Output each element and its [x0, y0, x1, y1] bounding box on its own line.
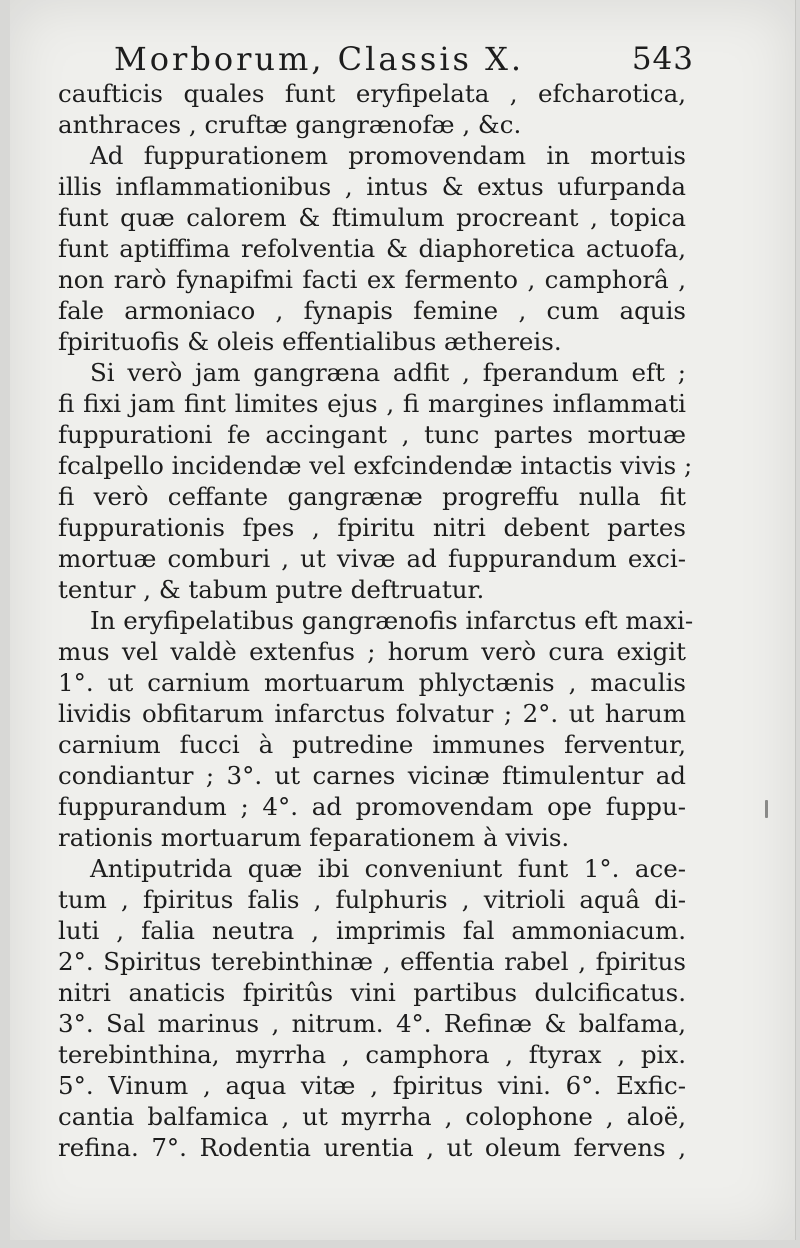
running-title: Morborum, Classis X. [114, 40, 525, 78]
page-header [114, 35, 694, 83]
body-text [58, 78, 694, 1163]
text-line: lividis obfitarum infarctus folvatur ; 2°. ut harum [58, 699, 686, 728]
text-line: fi verò ceffante gangrænæ progreffu nulla fit [58, 482, 686, 511]
text-line: condiantur ; 3°. ut carnes vicinæ ftimulentur ad [58, 761, 686, 790]
text-line: mortuæ comburi , ut vivæ ad fuppurandum exci- [58, 544, 686, 573]
text-line: cantia balfamica , ut myrrha , colophone , aloë, [58, 1102, 686, 1131]
text-line: 3°. Sal marinus , nitrum. 4°. Refinæ & balfama, [58, 1009, 686, 1038]
text-line: luti , falia neutra , imprimis fal ammoniacum. [58, 916, 686, 945]
text-line: nitri anaticis fpiritûs vini partibus dulcificatus. [58, 978, 686, 1007]
text-line: 5°. Vinum , aqua vitæ , fpiritus vini. 6°. Exfic- [58, 1071, 686, 1100]
paragraph-start-line: Antiputrida quæ ibi conveniunt funt 1°. ace- [90, 854, 686, 883]
text-line: fcalpello incidendæ vel exfcindendæ intactis vivis ; [58, 451, 693, 480]
text-line: rationis mortuarum feparationem à vivis. [58, 823, 570, 852]
text-line: fuppurandum ; 4°. ad promovendam ope fuppu- [58, 792, 686, 821]
paragraph-start-line: Ad fuppurationem promovendam in mortuis [90, 141, 686, 170]
text-line: funt quæ calorem & ftimulum procreant , topica [58, 203, 686, 232]
text-line: tentur , & tabum putre deftruatur. [58, 575, 485, 604]
text-line: fuppurationi fe accingant , tunc partes mortuæ [58, 420, 686, 449]
text-line: anthraces , cruftæ gangrænofæ , &c. [58, 110, 522, 139]
paragraph-start-line: In eryfipelatibus gangrænofis infarctus eft maxi- [90, 606, 694, 635]
text-line: fuppurationis fpes , fpiritu nitri debent partes [58, 513, 686, 542]
book-page [10, 0, 796, 1240]
text-line: 1°. ut carnium mortuarum phlyctænis , maculis [58, 668, 686, 697]
text-line: tum , fpiritus falis , fulphuris , vitrioli aquâ di- [58, 885, 686, 914]
text-line: fi fixi jam fint limites ejus , fi margines inflammati [58, 389, 686, 418]
text-line: fpirituofis & oleis effentialibus æthereis. [58, 327, 562, 356]
text-line: 2°. Spiritus terebinthinæ , effentia rabel , fpiritus [58, 947, 686, 976]
text-line: terebinthina, myrrha , camphora , ftyrax , pix. [58, 1040, 686, 1069]
page-number: 543 [631, 41, 694, 77]
text-line: fale armoniaco , fynapis femine , cum aquis [58, 296, 686, 325]
text-line: funt aptiffima refolventia & diaphoretica actuofa, [58, 234, 686, 263]
paragraph-start-line: Si verò jam gangræna adfit , fperandum eft ; [90, 358, 686, 387]
text-line: mus vel valdè extenfus ; horum verò cura exigit [58, 637, 686, 666]
text-line: illis inflammationibus , intus & extus ufurpanda [58, 172, 686, 201]
text-line: non rarò fynapifmi facti ex fermento , camphorâ , [58, 265, 686, 294]
text-line: refina. 7°. Rodentia urentia , ut oleum fervens , [58, 1133, 686, 1162]
text-line: carnium fucci à putredine immunes ferventur, [58, 730, 686, 759]
margin-mark [765, 800, 768, 818]
text-line: caufticis quales funt eryfipelata , efcharotica, [58, 79, 686, 108]
